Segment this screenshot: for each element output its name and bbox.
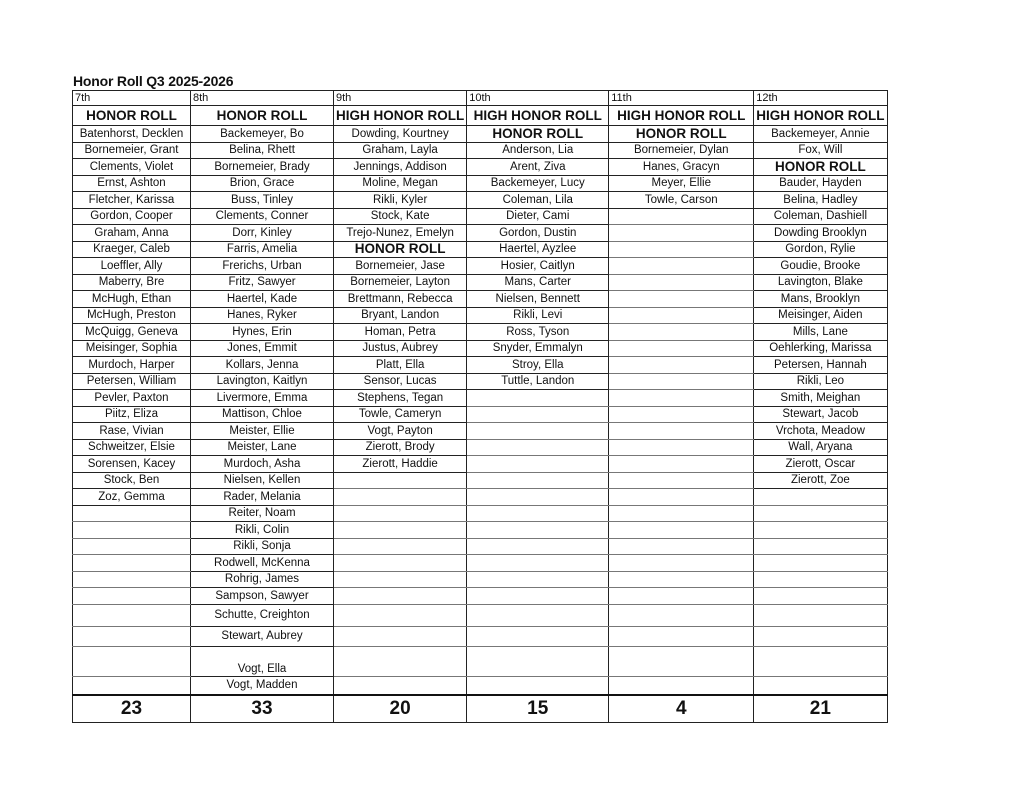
student-name: Moline, Megan	[334, 175, 467, 192]
empty-cell	[467, 626, 609, 646]
empty-cell	[73, 604, 191, 626]
student-name: Backemeyer, Annie	[754, 126, 887, 143]
empty-cell	[609, 604, 754, 626]
student-name: Stewart, Jacob	[754, 406, 887, 423]
student-name: Platt, Ella	[334, 357, 467, 374]
section-heading: HIGH HONOR ROLL	[609, 106, 754, 126]
table-row	[73, 571, 888, 588]
empty-cell	[467, 571, 609, 588]
empty-cell	[609, 555, 754, 572]
student-name: Ross, Tyson	[467, 324, 609, 341]
student-name: Graham, Anna	[73, 225, 191, 242]
grade-label: 12th	[754, 91, 887, 106]
section-heading: HONOR ROLL	[73, 106, 191, 126]
empty-cell	[609, 489, 754, 506]
grade-label: 9th	[334, 91, 467, 106]
student-name: Rohrig, James	[191, 571, 334, 588]
student-name: Dorr, Kinley	[191, 225, 334, 242]
empty-cell	[73, 588, 191, 605]
student-name: Brion, Grace	[191, 175, 334, 192]
empty-cell	[334, 522, 467, 539]
grade-total: 21	[754, 695, 887, 723]
table-row	[73, 390, 888, 407]
empty-cell	[467, 390, 609, 407]
empty-cell	[467, 555, 609, 572]
empty-cell	[73, 676, 191, 695]
student-name: Bornemeier, Dylan	[609, 142, 754, 159]
student-name: Ernst, Ashton	[73, 175, 191, 192]
student-name: Mans, Brooklyn	[754, 291, 887, 308]
student-name: Vrchota, Meadow	[754, 423, 887, 440]
student-name: Bauder, Hayden	[754, 175, 887, 192]
empty-cell	[467, 456, 609, 473]
student-name: Loeffler, Ally	[73, 258, 191, 275]
empty-cell	[334, 676, 467, 695]
student-name: Stewart, Aubrey	[191, 626, 334, 646]
empty-cell	[334, 555, 467, 572]
student-name: Frerichs, Urban	[191, 258, 334, 275]
student-name: Haertel, Kade	[191, 291, 334, 308]
student-name: Pevler, Paxton	[73, 390, 191, 407]
student-name: Belina, Hadley	[754, 192, 887, 209]
student-name: Stephens, Tegan	[334, 390, 467, 407]
table-row	[73, 522, 888, 539]
student-name: Coleman, Dashiell	[754, 208, 887, 225]
student-name: Dieter, Cami	[467, 208, 609, 225]
empty-cell	[609, 588, 754, 605]
empty-cell	[334, 489, 467, 506]
student-name: Tuttle, Landon	[467, 373, 609, 390]
student-name: Vogt, Madden	[191, 676, 334, 695]
empty-cell	[754, 646, 887, 676]
student-name: Rikli, Leo	[754, 373, 887, 390]
empty-cell	[334, 588, 467, 605]
empty-cell	[467, 588, 609, 605]
student-name: Bryant, Landon	[334, 307, 467, 324]
table-row	[73, 626, 888, 646]
student-name: Dowding Brooklyn	[754, 225, 887, 242]
table-row	[73, 538, 888, 555]
section-heading: HONOR ROLL	[754, 159, 887, 176]
table-row	[73, 646, 888, 676]
student-name: Anderson, Lia	[467, 142, 609, 159]
empty-cell	[467, 538, 609, 555]
student-name: Gordon, Rylie	[754, 241, 887, 258]
empty-cell	[754, 538, 887, 555]
empty-cell	[609, 456, 754, 473]
student-name: Rikli, Sonja	[191, 538, 334, 555]
empty-cell	[609, 406, 754, 423]
student-name: Hosier, Caitlyn	[467, 258, 609, 275]
empty-cell	[73, 538, 191, 555]
student-name: Belina, Rhett	[191, 142, 334, 159]
honor-roll-table	[72, 90, 888, 723]
student-name: Clements, Violet	[73, 159, 191, 176]
student-name: Murdoch, Harper	[73, 357, 191, 374]
empty-cell	[334, 626, 467, 646]
table-row	[73, 291, 888, 308]
empty-cell	[609, 626, 754, 646]
empty-cell	[467, 472, 609, 489]
empty-cell	[609, 241, 754, 258]
student-name: Rikli, Colin	[191, 522, 334, 539]
empty-cell	[609, 676, 754, 695]
table-row	[73, 604, 888, 626]
table-row	[73, 423, 888, 440]
table-row	[73, 340, 888, 357]
empty-cell	[334, 646, 467, 676]
empty-cell	[609, 472, 754, 489]
grade-header-row	[73, 91, 888, 106]
table-row	[73, 208, 888, 225]
student-name: Jennings, Addison	[334, 159, 467, 176]
student-name: Kraeger, Caleb	[73, 241, 191, 258]
section-heading: HONOR ROLL	[191, 106, 334, 126]
empty-cell	[73, 522, 191, 539]
student-name: Sorensen, Kacey	[73, 456, 191, 473]
student-name: Petersen, William	[73, 373, 191, 390]
table-row	[73, 307, 888, 324]
student-name: Meyer, Ellie	[609, 175, 754, 192]
empty-cell	[467, 522, 609, 539]
empty-cell	[754, 676, 887, 695]
student-name: Trejo-Nunez, Emelyn	[334, 225, 467, 242]
empty-cell	[609, 505, 754, 522]
student-name: Kollars, Jenna	[191, 357, 334, 374]
empty-cell	[467, 423, 609, 440]
empty-cell	[609, 225, 754, 242]
student-name: Meister, Lane	[191, 439, 334, 456]
empty-cell	[73, 505, 191, 522]
student-name: Meister, Ellie	[191, 423, 334, 440]
student-name: Jones, Emmit	[191, 340, 334, 357]
student-name: Fletcher, Karissa	[73, 192, 191, 209]
empty-cell	[73, 646, 191, 676]
student-name: Stroy, Ella	[467, 357, 609, 374]
student-name: Piitz, Eliza	[73, 406, 191, 423]
student-name: Maberry, Bre	[73, 274, 191, 291]
empty-cell	[609, 646, 754, 676]
grade-total: 20	[334, 695, 467, 723]
student-name: McHugh, Preston	[73, 307, 191, 324]
totals-row	[73, 695, 888, 723]
empty-cell	[754, 522, 887, 539]
student-name: Petersen, Hannah	[754, 357, 887, 374]
grade-total: 15	[467, 695, 609, 723]
student-name: Stock, Ben	[73, 472, 191, 489]
student-name: Schweitzer, Elsie	[73, 439, 191, 456]
student-name: Fox, Will	[754, 142, 887, 159]
student-name: Rase, Vivian	[73, 423, 191, 440]
student-name: Bornemeier, Brady	[191, 159, 334, 176]
table-row	[73, 406, 888, 423]
empty-cell	[334, 505, 467, 522]
empty-cell	[609, 390, 754, 407]
table-row	[73, 489, 888, 506]
student-name: Lavington, Kaitlyn	[191, 373, 334, 390]
section-heading: HIGH HONOR ROLL	[334, 106, 467, 126]
student-name: McHugh, Ethan	[73, 291, 191, 308]
table-row	[73, 159, 888, 176]
student-name: Nielsen, Bennett	[467, 291, 609, 308]
table-row	[73, 505, 888, 522]
student-name: Sensor, Lucas	[334, 373, 467, 390]
empty-cell	[609, 340, 754, 357]
section-heading: HIGH HONOR ROLL	[467, 106, 609, 126]
table-row	[73, 439, 888, 456]
grade-label: 8th	[191, 91, 334, 106]
student-name: Meisinger, Sophia	[73, 340, 191, 357]
empty-cell	[334, 472, 467, 489]
table-row	[73, 676, 888, 695]
student-name: Livermore, Emma	[191, 390, 334, 407]
student-name: Wall, Aryana	[754, 439, 887, 456]
student-name: Justus, Aubrey	[334, 340, 467, 357]
table-row	[73, 324, 888, 341]
student-name: Smith, Meighan	[754, 390, 887, 407]
table-row	[73, 106, 888, 126]
student-name: Haertel, Ayzlee	[467, 241, 609, 258]
empty-cell	[609, 373, 754, 390]
empty-cell	[467, 604, 609, 626]
document-title: Honor Roll Q3 2025-2026	[73, 73, 234, 89]
student-name: Backemeyer, Bo	[191, 126, 334, 143]
student-name: Bornemeier, Grant	[73, 142, 191, 159]
grade-label: 7th	[73, 91, 191, 106]
student-name: Gordon, Cooper	[73, 208, 191, 225]
student-name: Clements, Conner	[191, 208, 334, 225]
student-name: Lavington, Blake	[754, 274, 887, 291]
student-name: Schutte, Creighton	[191, 604, 334, 626]
student-name: Rikli, Kyler	[334, 192, 467, 209]
student-name: Rader, Melania	[191, 489, 334, 506]
student-name: Meisinger, Aiden	[754, 307, 887, 324]
student-name: Homan, Petra	[334, 324, 467, 341]
empty-cell	[609, 307, 754, 324]
empty-cell	[609, 274, 754, 291]
grade-total: 4	[609, 695, 754, 723]
student-name: Bornemeier, Jase	[334, 258, 467, 275]
student-name: Zierott, Oscar	[754, 456, 887, 473]
student-name: Hanes, Gracyn	[609, 159, 754, 176]
section-heading: HIGH HONOR ROLL	[754, 106, 887, 126]
empty-cell	[609, 423, 754, 440]
table-row	[73, 258, 888, 275]
grade-label: 10th	[467, 91, 609, 106]
table-row	[73, 175, 888, 192]
student-name: Reiter, Noam	[191, 505, 334, 522]
table-row	[73, 555, 888, 572]
student-name: Mills, Lane	[754, 324, 887, 341]
student-name: Stock, Kate	[334, 208, 467, 225]
table-row	[73, 126, 888, 143]
table-row	[73, 456, 888, 473]
section-heading: HONOR ROLL	[467, 126, 609, 143]
student-name: Coleman, Lila	[467, 192, 609, 209]
table-row	[73, 357, 888, 374]
table-row	[73, 274, 888, 291]
table-row	[73, 225, 888, 242]
empty-cell	[754, 571, 887, 588]
empty-cell	[609, 538, 754, 555]
empty-cell	[609, 357, 754, 374]
student-name: Backemeyer, Lucy	[467, 175, 609, 192]
student-name: Nielsen, Kellen	[191, 472, 334, 489]
student-name: Zierott, Haddie	[334, 456, 467, 473]
empty-cell	[467, 406, 609, 423]
student-name: Fritz, Sawyer	[191, 274, 334, 291]
empty-cell	[609, 571, 754, 588]
student-name: Towle, Carson	[609, 192, 754, 209]
empty-cell	[73, 571, 191, 588]
student-name: Gordon, Dustin	[467, 225, 609, 242]
student-name: Bornemeier, Layton	[334, 274, 467, 291]
student-name: Vogt, Ella	[191, 646, 334, 676]
empty-cell	[73, 555, 191, 572]
student-name: Arent, Ziva	[467, 159, 609, 176]
student-name: Towle, Cameryn	[334, 406, 467, 423]
table-row	[73, 373, 888, 390]
empty-cell	[467, 439, 609, 456]
student-name: Buss, Tinley	[191, 192, 334, 209]
student-name: Dowding, Kourtney	[334, 126, 467, 143]
empty-cell	[754, 626, 887, 646]
empty-cell	[754, 505, 887, 522]
student-name: Rodwell, McKenna	[191, 555, 334, 572]
empty-cell	[334, 538, 467, 555]
table-row	[73, 472, 888, 489]
empty-cell	[609, 439, 754, 456]
student-name: Brettmann, Rebecca	[334, 291, 467, 308]
student-name: Snyder, Emmalyn	[467, 340, 609, 357]
grade-total: 33	[191, 695, 334, 723]
empty-cell	[334, 604, 467, 626]
student-name: Batenhorst, Decklen	[73, 126, 191, 143]
empty-cell	[754, 555, 887, 572]
empty-cell	[609, 522, 754, 539]
table-row	[73, 192, 888, 209]
empty-cell	[609, 324, 754, 341]
student-name: Vogt, Payton	[334, 423, 467, 440]
student-name: Hanes, Ryker	[191, 307, 334, 324]
empty-cell	[754, 489, 887, 506]
student-name: Zierott, Brody	[334, 439, 467, 456]
student-name: Farris, Amelia	[191, 241, 334, 258]
student-name: Zoz, Gemma	[73, 489, 191, 506]
table-row	[73, 241, 888, 258]
table-row	[73, 588, 888, 605]
section-heading: HONOR ROLL	[334, 241, 467, 258]
student-name: Murdoch, Asha	[191, 456, 334, 473]
student-name: Goudie, Brooke	[754, 258, 887, 275]
student-name: McQuigg, Geneva	[73, 324, 191, 341]
student-name: Graham, Layla	[334, 142, 467, 159]
student-name: Sampson, Sawyer	[191, 588, 334, 605]
empty-cell	[609, 291, 754, 308]
table-row	[73, 142, 888, 159]
empty-cell	[754, 588, 887, 605]
grade-total: 23	[73, 695, 191, 723]
student-name: Mattison, Chloe	[191, 406, 334, 423]
student-name: Mans, Carter	[467, 274, 609, 291]
empty-cell	[467, 505, 609, 522]
empty-cell	[467, 676, 609, 695]
empty-cell	[73, 626, 191, 646]
empty-cell	[467, 489, 609, 506]
empty-cell	[334, 571, 467, 588]
student-name: Hynes, Erin	[191, 324, 334, 341]
grade-label: 11th	[609, 91, 754, 106]
empty-cell	[609, 258, 754, 275]
empty-cell	[467, 646, 609, 676]
empty-cell	[754, 604, 887, 626]
section-heading: HONOR ROLL	[609, 126, 754, 143]
student-name: Oehlerking, Marissa	[754, 340, 887, 357]
empty-cell	[609, 208, 754, 225]
student-name: Rikli, Levi	[467, 307, 609, 324]
student-name: Zierott, Zoe	[754, 472, 887, 489]
